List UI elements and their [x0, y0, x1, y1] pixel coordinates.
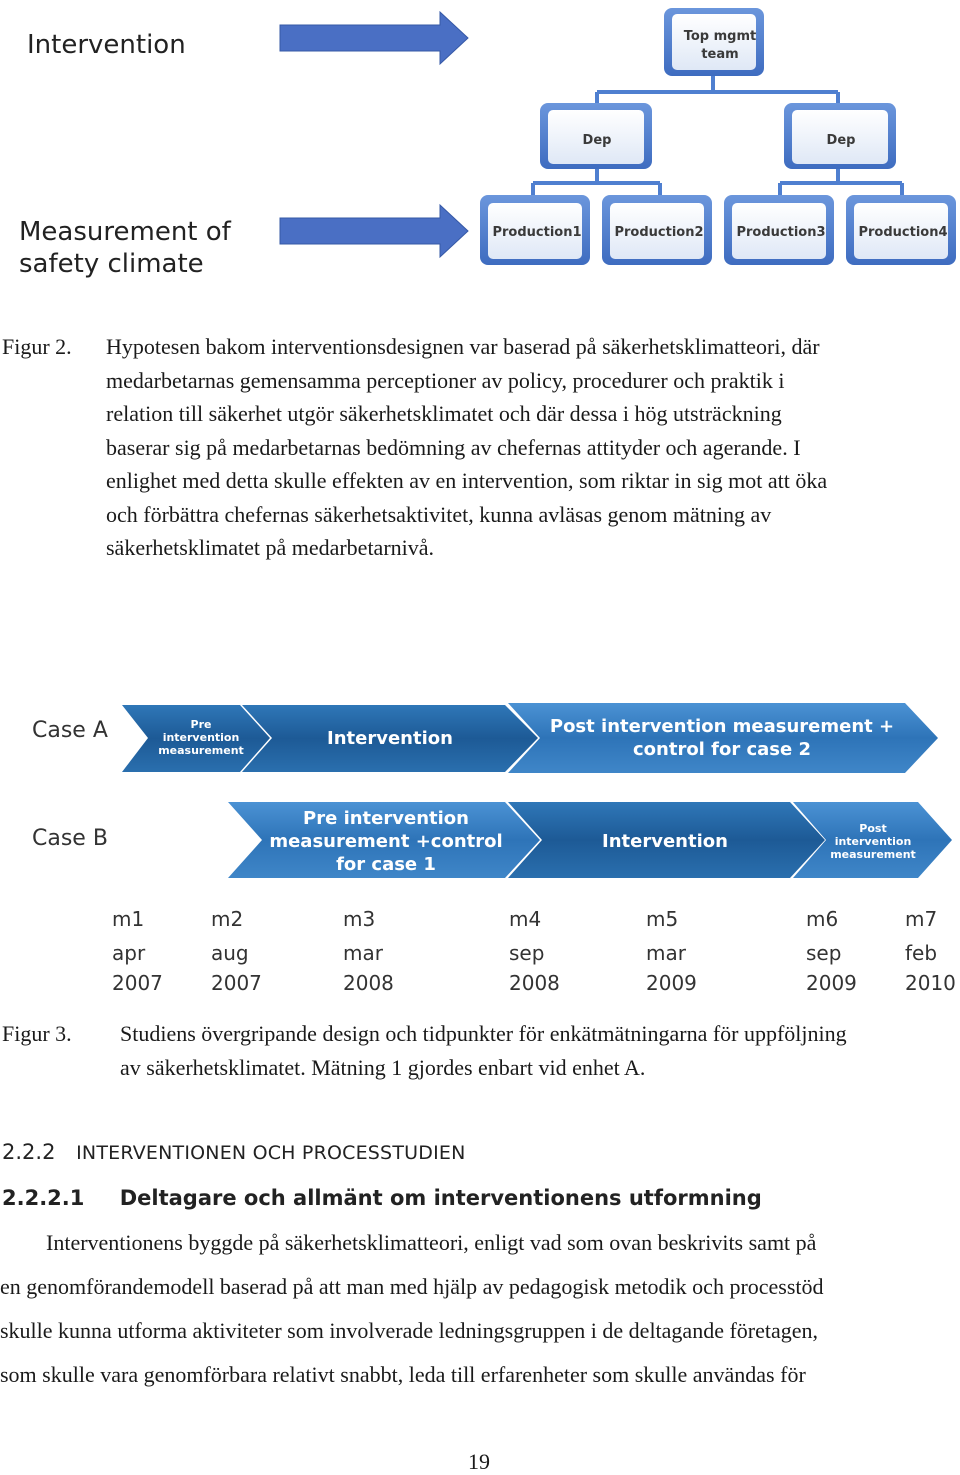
- caption-line: och förbättra chefernas säkerhetsaktivitet, kunna avläsas genom mätning av: [106, 501, 772, 527]
- label-case-b: Case B: [32, 826, 108, 851]
- figure3-caption: [120, 1017, 960, 1084]
- timepoint-label: m6: [806, 907, 839, 931]
- timepoint-label: m4: [509, 907, 542, 931]
- timepoint-year: 2007: [211, 971, 262, 995]
- figure2-caption: [106, 330, 956, 565]
- label-measurement-line1: Measurement of: [19, 217, 231, 247]
- org-top-line2: team: [701, 47, 739, 62]
- caption-line: baserar sig på medarbetarnas bedömning av chefernas attityder och agerande. I: [106, 434, 801, 460]
- label-intervention: Intervention: [27, 30, 186, 60]
- measurement-arrow: [280, 205, 468, 257]
- timepoint-m5: [646, 902, 697, 1000]
- figure3-caption-label: Figur 3.: [2, 1021, 72, 1046]
- case-a-post-line1: Post intervention measurement +: [549, 716, 895, 737]
- subsection-title: Deltagare och allmänt om interventionens utformning: [119, 1186, 762, 1210]
- timepoint-year: 2010: [905, 971, 956, 995]
- label-case-a: Case A: [32, 718, 108, 743]
- figure2-diagram: [0, 0, 960, 300]
- figure3-timeline: [0, 695, 960, 895]
- timepoint-month: feb: [905, 941, 938, 965]
- caption-line: säkerhetsklimatet på medarbetarnivå.: [106, 535, 435, 560]
- timepoint-year: 2009: [806, 971, 857, 995]
- caption-line: enlighet med detta skulle effekten av en intervention, som riktar in sig mot att öka: [106, 468, 828, 493]
- timepoint-m6: [806, 902, 857, 1000]
- case-b-post-line1: Post: [859, 822, 887, 835]
- caption-line: relation till säkerhet utgör säkerhetsklimatet och där dessa i hög utsträckning: [106, 401, 782, 426]
- label-measurement-line2: safety climate: [19, 249, 204, 279]
- timepoint-label: m3: [343, 907, 376, 931]
- timepoint-m7: [905, 902, 956, 1000]
- body-line: en genomförandemodell baserad på att man med hjälp av pedagogisk metodik och processtöd: [0, 1274, 824, 1299]
- timepoint-label: m1: [112, 907, 145, 931]
- case-a-post-line2: control for case 2: [632, 739, 812, 760]
- org-production3: Production3: [736, 225, 826, 240]
- timepoint-month: sep: [509, 941, 545, 965]
- caption-line: medarbetarnas gemensamma perceptioner av policy, procedurer och praktik i: [106, 367, 785, 393]
- timepoint-month: aug: [211, 941, 249, 965]
- case-b-intervention: Intervention: [602, 831, 728, 852]
- timepoint-label: m7: [905, 907, 938, 931]
- case-b-pre-line1: Pre intervention: [303, 808, 469, 829]
- timepoint-year: 2007: [112, 971, 163, 995]
- caption-line: av säkerhetsklimatet. Mätning 1 gjordes enbart vid enhet A.: [120, 1054, 646, 1080]
- body-line: Interventionens byggde på säkerhetsklimatteori, enligt vad som ovan beskrivits samt på: [46, 1230, 817, 1255]
- caption-line: Hypotesen bakom interventionsdesignen var baserad på säkerhetsklimatteori, där: [106, 334, 820, 359]
- case-b-post-line2: intervention: [834, 835, 912, 848]
- timepoint-m1: [112, 902, 163, 1000]
- case-b-pre-line3: for case 1: [336, 854, 436, 875]
- page-number: 19: [468, 1449, 490, 1474]
- intervention-arrow: [280, 12, 468, 64]
- timepoint-m2: [211, 902, 262, 1000]
- body-line: skulle kunna utforma aktiviteter som involverade ledningsgruppen i de deltagande företagen,: [0, 1318, 819, 1343]
- case-a-intervention: Intervention: [327, 728, 453, 749]
- timepoint-year: 2008: [509, 971, 560, 995]
- timepoint-month: mar: [343, 941, 383, 965]
- timepoint-label: m5: [646, 907, 679, 931]
- subsection-number: 2.2.2.1: [2, 1186, 85, 1210]
- subsection-heading: [2, 1186, 762, 1210]
- case-a-pre-line3: measurement: [158, 744, 244, 757]
- timepoint-year: 2008: [343, 971, 394, 995]
- section-title: INTERVENTIONEN OCH PROCESSTUDIEN: [76, 1142, 466, 1164]
- org-production1: Production1: [492, 225, 582, 240]
- figure2-caption-label: Figur 2.: [2, 334, 72, 359]
- body-line: som skulle vara genomförbara relativt snabbt, leda till erfarenheter som skulle användas för: [0, 1362, 806, 1387]
- case-a-pre-line1: Pre: [190, 718, 212, 731]
- timepoint-month: apr: [112, 941, 146, 965]
- section-number: 2.2.2: [2, 1140, 56, 1164]
- org-dep1: Dep: [582, 133, 612, 148]
- case-b-pre-line2: measurement +control: [269, 831, 503, 852]
- timepoint-m3: [343, 902, 394, 1000]
- timepoint-m4: [509, 902, 560, 1000]
- timepoint-month: sep: [806, 941, 842, 965]
- org-top-line1: Top mgmt: [683, 29, 757, 44]
- caption-line: Studiens övergripande design och tidpunkter för enkätmätningarna för uppföljning: [120, 1021, 847, 1046]
- org-production4: Production4: [858, 225, 948, 240]
- timepoint-year: 2009: [646, 971, 697, 995]
- section-heading: [2, 1140, 465, 1164]
- case-a-pre-line2: intervention: [162, 731, 240, 744]
- timepoint-label: m2: [211, 907, 244, 931]
- org-dep2: Dep: [826, 133, 856, 148]
- case-a-post-chevron: [508, 703, 938, 773]
- org-production2: Production2: [614, 225, 704, 240]
- timepoint-month: mar: [646, 941, 686, 965]
- case-b-post-line3: measurement: [830, 848, 916, 861]
